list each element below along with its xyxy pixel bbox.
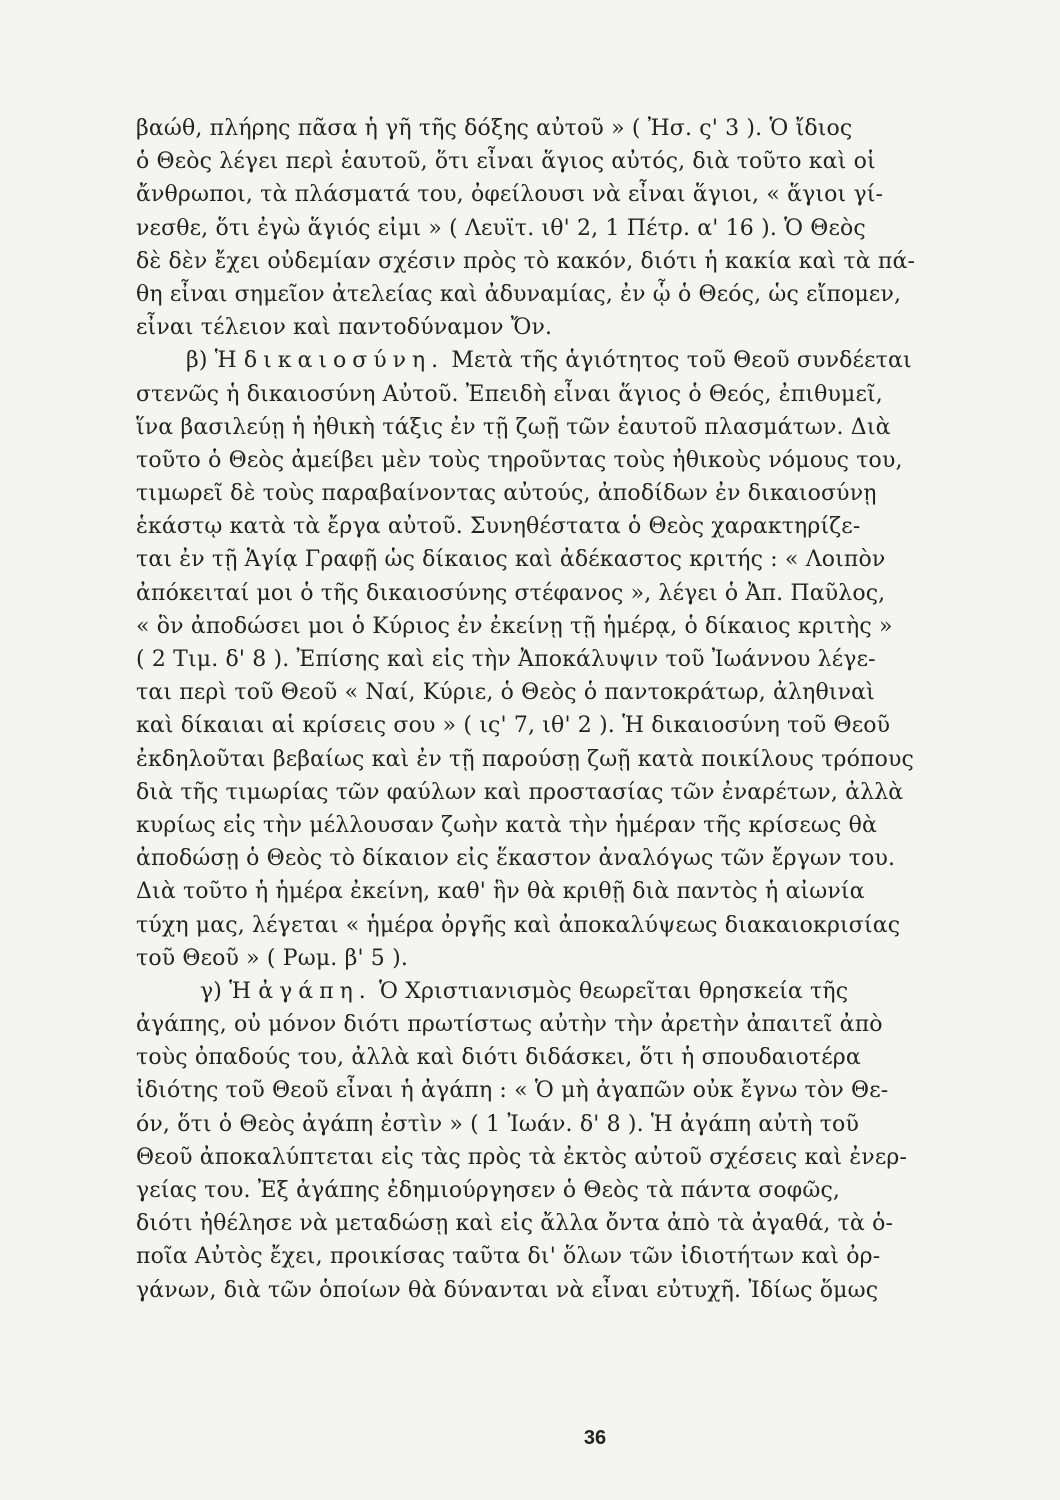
text-line: τοὺς ὀπαδούς του, ἀλλὰ καὶ διότι διδάσκει, ὅτι ἡ σπουδαιοτέρα bbox=[136, 1045, 861, 1071]
text-line: διὰ τῆς τιμωρίας τῶν φαύλων καὶ προστασίας τῶν ἐναρέτων, ἀλλὰ bbox=[136, 779, 904, 805]
text-line: εἶναι τέλειον καὶ παντοδύναμον Ὄν. bbox=[136, 315, 553, 341]
text-line: γάνων, διὰ τῶν ὁποίων θὰ δύνανται νὰ εἶναι εὐτυχῆ. Ἰδίως ὅμως bbox=[136, 1277, 879, 1303]
text-line: δὲ δὲν ἔχει οὐδεμίαν σχέσιν πρὸς τὸ κακόν, διότι ἡ κακία καὶ τὰ πά- bbox=[136, 248, 916, 274]
page-number: 36 bbox=[583, 1427, 607, 1449]
text-line: τιμωρεῖ δὲ τοὺς παραβαίνοντας αὐτούς, ἀποδίδων ἐν δικαιοσύνῃ bbox=[136, 481, 877, 507]
spaced-keyword: ἀγάπη. bbox=[258, 978, 372, 1004]
section-heading-line: β) Ἡ δικαιοσύνη. Μετὰ τῆς ἁγιότητος τοῦ Θεοῦ συνδέεται bbox=[186, 348, 912, 374]
text-line: ἄνθρωποι, τὰ πλάσματά του, ὀφείλουσι νὰ εἶναι ἅγιοι, « ἅγιοι γί- bbox=[136, 182, 884, 208]
text-line: θη εἶναι σημεῖον ἀτελείας καὶ ἀδυναμίας, ἐν ᾧ ὁ Θεός, ὡς εἴπομεν, bbox=[136, 281, 902, 307]
text-line: στενῶς ἡ δικαιοσύνη Αὐτοῦ. Ἐπειδὴ εἶναι ἅγιος ὁ Θεός, ἐπιθυμεῖ, bbox=[136, 381, 883, 407]
text-line: ται περὶ τοῦ Θεοῦ « Ναί, Κύριε, ὁ Θεὸς ὁ παντοκράτωρ, ἀληθιναὶ bbox=[136, 680, 875, 706]
text-line: γείας του. Ἐξ ἀγάπης ἐδημιούργησεν ὁ Θεὸς τὰ πάντα σοφῶς, bbox=[136, 1178, 841, 1203]
text-line: τοῦ Θεοῦ » ( Ρωμ. β' 5 ). bbox=[136, 945, 408, 971]
text-line: ἀπόκειταί μοι ὁ τῆς δικαιοσύνης στέφανος », λέγει ὁ Ἀπ. Παῦλος, bbox=[136, 580, 886, 606]
text-line: ἐκδηλοῦται βεβαίως καὶ ἐν τῇ παρούσῃ ζωῇ κατὰ ποικίλους τρόπους bbox=[136, 746, 915, 772]
text-line: « ὃν ἀποδώσει μοι ὁ Κύριος ἐν ἐκείνῃ τῇ ἡμέρᾳ, ὁ δίκαιος κριτὴς » bbox=[136, 613, 893, 639]
text-line: Θεοῦ ἀποκαλύπτεται εἰς τὰς πρὸς τὰ ἐκτὸς αὐτοῦ σχέσεις καὶ ἐνερ- bbox=[136, 1144, 908, 1170]
text-line: ὁ Θεὸς λέγει περὶ ἑαυτοῦ, ὅτι εἶναι ἅγιος αὐτός, διὰ τοῦτο καὶ οἱ bbox=[136, 149, 876, 175]
text-line: καὶ δίκαιαι αἱ κρίσεις σου » ( ις' 7, ιθ' 2 ). Ἡ δικαιοσύνη τοῦ Θεοῦ bbox=[136, 713, 891, 739]
text-line: κυρίως εἰς τὴν μέλλουσαν ζωὴν κατὰ τὴν ἡμέραν τῆς κρίσεως θὰ bbox=[136, 812, 877, 838]
body-text bbox=[136, 112, 1026, 1307]
text-line: διότι ἠθέλησε νὰ μεταδώσῃ καὶ εἰς ἄλλα ὄντα ἀπὸ τὰ ἀγαθά, τὰ ὁ- bbox=[136, 1211, 894, 1237]
text-line: ἵνα βασιλεύῃ ἡ ἠθικὴ τάξις ἐν τῇ ζωῇ τῶν ἑαυτοῦ πλασμάτων. Διὰ bbox=[136, 414, 891, 440]
text-line: βαώθ, πλήρης πᾶσα ἡ γῆ τῆς δόξης αὐτοῦ » ( Ἠσ. ς' 3 ). Ὁ ἴδιος bbox=[136, 116, 853, 141]
section-heading-line: γ) Ἡ ἀγάπη. Ὁ Χριστιανισμὸς θεωρεῖται θρησκεία τῆς bbox=[200, 978, 849, 1004]
text-line: ἀποδώσῃ ὁ Θεὸς τὸ δίκαιον εἰς ἕκαστον ἀναλόγως τῶν ἔργων του. bbox=[136, 846, 896, 872]
text-line: ἑκάστῳ κατὰ τὰ ἔργα αὐτοῦ. Συνηθέστατα ὁ Θεὸς χαρακτηρίζε- bbox=[136, 514, 861, 540]
text-line: τοῦτο ὁ Θεὸς ἀμείβει μὲν τοὺς τηροῦντας τοὺς ἠθικοὺς νόμους του, bbox=[136, 447, 903, 473]
text-line: νεσθε, ὅτι ἐγὼ ἅγιός εἰμι » ( Λευϊτ. ιθ' 2, 1 Πέτρ. α' 16 ). Ὁ Θεὸς bbox=[136, 215, 866, 241]
text-line: ( 2 Τιμ. δ' 8 ). Ἐπίσης καὶ εἰς τὴν Ἀποκάλυψιν τοῦ Ἰωάννου λέγε- bbox=[136, 647, 876, 672]
text-line: Διὰ τοῦτο ἡ ἡμέρα ἐκείνη, καθ' ἣν θὰ κριθῇ διὰ παντὸς ἡ αἰωνία bbox=[136, 879, 865, 905]
text-line: τύχη μας, λέγεται « ἡμέρα ὀργῆς καὶ ἀποκαλύψεως διακαιοκρισίας bbox=[136, 912, 901, 938]
text-line: ἰδιότης τοῦ Θεοῦ εἶναι ἡ ἀγάπη : « Ὁ μὴ ἀγαπῶν οὐκ ἔγνω τὸν Θε- bbox=[136, 1078, 889, 1104]
text-line: όν, ὅτι ὁ Θεὸς ἀγάπη ἐστὶν » ( 1 Ἰωάν. δ' 8 ). Ἡ ἀγάπη αὐτὴ τοῦ bbox=[136, 1111, 859, 1137]
text-line: ποῖα Αὐτὸς ἔχει, προικίσας ταῦτα δι' ὅλων τῶν ἰδιοτήτων καὶ ὀρ- bbox=[136, 1244, 881, 1270]
text-line: ἀγάπης, οὐ μόνον διότι πρωτίστως αὐτὴν τὴν ἀρετὴν ἀπαιτεῖ ἀπὸ bbox=[136, 1012, 883, 1038]
text-line: ται ἐν τῇ Ἁγίᾳ Γραφῇ ὡς δίκαιος καὶ ἀδέκαστος κριτής : « Λοιπὸν bbox=[136, 547, 886, 573]
spaced-keyword: δικαιοσύνη. bbox=[243, 348, 445, 374]
